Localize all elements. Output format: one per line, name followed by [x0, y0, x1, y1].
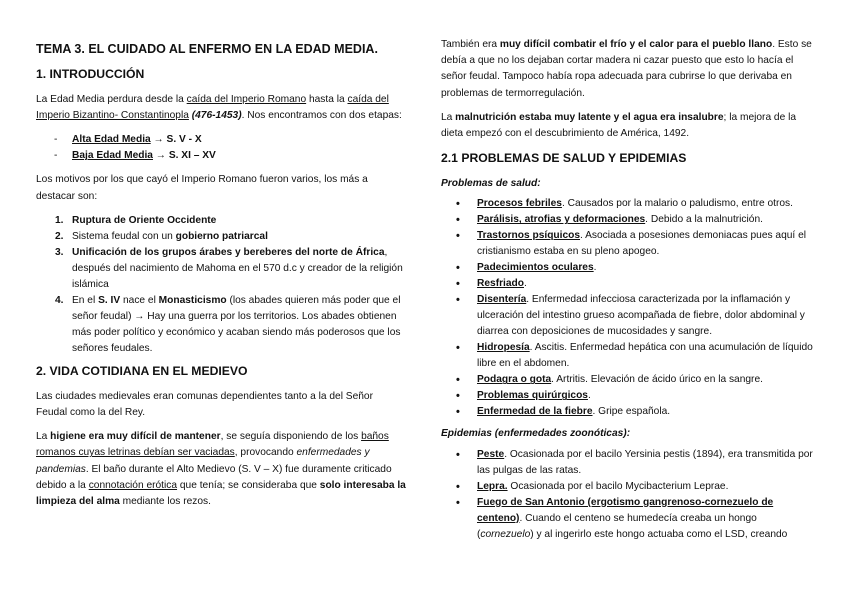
- italic-text: cornezuelo: [480, 528, 531, 540]
- bold-text: Ruptura de Oriente Occidente: [72, 214, 217, 226]
- bold-text: higiene era muy difícil de mantener: [50, 431, 221, 443]
- list-item: [441, 196, 813, 212]
- term: Padecimientos oculares: [477, 262, 594, 274]
- date-range: (476-1453): [191, 110, 242, 122]
- term: Lepra.: [477, 480, 508, 492]
- bullet-icon: •: [456, 406, 460, 419]
- list-item: [441, 372, 813, 388]
- list-item: [36, 293, 406, 357]
- text: , provocando: [234, 447, 297, 459]
- text: También era: [441, 39, 500, 50]
- epidemics-list: [441, 447, 813, 543]
- list-item: [36, 148, 406, 164]
- term: Resfriado: [477, 278, 524, 290]
- bold-text: muy difícil combatir el frío y el calor para el pueblo llano: [499, 39, 773, 50]
- list-item: [441, 260, 813, 276]
- description: . Cuando el centeno se humedecía creaba un hongo (: [477, 512, 757, 540]
- bullet-icon: •: [456, 448, 460, 461]
- list-item: [441, 447, 813, 479]
- list-item: [441, 404, 813, 420]
- description: . Gripe española.: [592, 406, 671, 418]
- text: que tenía; se consideraba que: [177, 479, 320, 491]
- underlined-text: baños romanos cuyas letrinas debían ser vaciadas: [36, 431, 389, 459]
- list-item: [441, 340, 813, 372]
- list-item: [36, 213, 406, 229]
- text: mediante los rezos.: [119, 496, 211, 508]
- term: Problemas quirúrgicos: [477, 390, 588, 402]
- text: , después del nacimiento de Mahoma en el 570 d.c y creador de la religión islámica: [72, 246, 403, 290]
- text: La: [36, 431, 51, 443]
- text: Sistema feudal con un: [72, 230, 176, 242]
- text: En el: [72, 294, 99, 306]
- term: Peste: [477, 448, 505, 460]
- bullet-icon: •: [456, 198, 460, 211]
- term: Procesos febriles: [477, 198, 562, 210]
- description: . Artritis. Elevación de ácido úrico en la sangre.: [551, 374, 763, 386]
- bold-text: malnutrición estaba muy latente y el agua era insalubre: [455, 111, 724, 123]
- right-column: [441, 37, 813, 549]
- underlined-text: caída del Imperio Romano: [186, 94, 307, 105]
- description: ) y al ingerirlo este hongo actuaba como el LSD, creando: [530, 528, 788, 540]
- list-item: [36, 229, 406, 245]
- stage-name: Alta Edad Media: [72, 134, 151, 146]
- list-item: [441, 388, 813, 404]
- stage-range: → S. V - X: [150, 134, 202, 146]
- underlined-text: caída del Imperio Bizantino- Constantinopla: [36, 94, 389, 122]
- list-item: [441, 212, 813, 228]
- description: . Debido a la malnutrición.: [645, 214, 763, 226]
- underlined-text: connotación erótica: [88, 479, 178, 491]
- health-problems-list: [441, 196, 813, 420]
- item-number: 2.: [55, 230, 64, 242]
- section-heading-introduccion: 1. INTRODUCCIÓN: [36, 67, 145, 81]
- epidemics-label: Epidemias (enfermedades zoonóticas):: [441, 428, 631, 440]
- text: . Esto se debía a que no los dejaban cortar madera ni cazar puesto que esto lo hacía el señor feudal. Tampoco había ropa adecuada para cubrirse lo que derivaba en problemas de termorregulación.: [441, 39, 812, 99]
- bullet-icon: •: [456, 496, 460, 509]
- bullet-icon: •: [456, 214, 460, 227]
- bold-text: solo interesaba la limpieza del alma: [36, 479, 406, 508]
- bullet-icon: •: [456, 390, 460, 403]
- description: .: [593, 262, 597, 274]
- description: . Ocasionada por el bacilo Yersinia pestis (1894), era transmitida por las pulgas de las ratas.: [477, 448, 813, 476]
- stages-list: [36, 132, 406, 164]
- list-item: [441, 479, 813, 495]
- bullet-icon: •: [456, 230, 460, 243]
- cities-paragraph: Las ciudades medievales eran comunas dependientes tanto a la del Señor Feudal como la del Rey.: [36, 390, 373, 419]
- section-heading-vida-cotidiana: 2. VIDA COTIDIANA EN EL MEDIEVO: [36, 363, 248, 378]
- text: La Edad Media perdura desde la: [36, 94, 187, 105]
- stage-range: → S. XI – XV: [152, 150, 216, 162]
- dash-marker: -: [54, 134, 58, 146]
- bold-text: Unificación de los grupos árabes y bereberes del norte de África: [72, 246, 385, 258]
- motives-intro: Los motivos por los que cayó el Imperio Romano fueron varios, los más a destacar son:: [36, 174, 368, 202]
- list-item: [441, 276, 813, 292]
- list-item: [36, 132, 406, 148]
- text: nace el: [120, 294, 159, 306]
- left-column: [36, 40, 406, 518]
- stage-name: Baja Edad Media: [72, 150, 153, 162]
- cold-paragraph: [441, 37, 813, 102]
- term: Disentería: [477, 294, 527, 306]
- description: .: [587, 390, 591, 402]
- term: Parálisis, atrofias y deformaciones: [477, 214, 646, 226]
- bullet-icon: •: [456, 278, 460, 291]
- motives-list: [36, 213, 406, 357]
- list-item: [441, 228, 813, 260]
- dash-marker: -: [54, 150, 58, 162]
- description: .: [524, 278, 527, 290]
- description: Ocasionada por el bacilo Mycibacterium Leprae.: [507, 480, 729, 492]
- description: . Causados por la malario o paludismo, entre otros.: [561, 198, 793, 210]
- bullet-icon: •: [456, 480, 460, 493]
- text: . Nos encontramos con dos etapas:: [241, 110, 402, 122]
- term: Fuego de San Antonio (ergotismo gangrenoso-cornezuelo de centeno): [477, 496, 774, 524]
- description: . Ascitis. Enfermedad hepática con una acumulación de líquido libre en el abdomen.: [477, 342, 813, 370]
- text: , se seguía disponiendo de los: [220, 431, 362, 443]
- text: La: [441, 111, 456, 123]
- text: ; la mejora de la dieta empezó con el descubrimiento de América, 1492.: [441, 111, 797, 140]
- text: hasta la: [306, 94, 348, 105]
- term: Trastornos psíquicos: [477, 230, 581, 242]
- hygiene-paragraph: [36, 429, 406, 510]
- text: . El baño durante el Alto Medievo (S. V – X) fue duramente criticado debido a la: [36, 463, 392, 491]
- term: Podagra o gota: [477, 374, 552, 386]
- health-label: Problemas de salud:: [441, 178, 541, 190]
- italic-text: enfermedades y pandemias: [36, 447, 370, 475]
- bold-text: S. IV: [98, 294, 121, 306]
- bold-text: gobierno patriarcal: [175, 230, 268, 242]
- description: . Asociada a posesiones demoniacas pues aquí el cristianismo estaba en su pleno apogeo.: [477, 230, 807, 258]
- bold-text: Monasticismo: [158, 294, 227, 306]
- malnutrition-paragraph: [441, 110, 813, 142]
- bullet-icon: •: [456, 262, 460, 275]
- page-title: TEMA 3. EL CUIDADO AL ENFERMO EN LA EDAD MEDIA.: [36, 42, 378, 56]
- term: Hidropesía: [477, 342, 530, 354]
- intro-paragraph: [36, 92, 406, 124]
- description: . Enfermedad infecciosa caracterizada por la inflamación y ulceración del intestino grueso acompañada de fiebre, dolor abdominal y diarrea con deposiciones de mucosidades y sangre.: [477, 294, 805, 338]
- bullet-icon: •: [456, 374, 460, 387]
- item-number: 3.: [55, 246, 64, 258]
- bullet-icon: •: [456, 294, 460, 307]
- bullet-icon: •: [456, 342, 460, 355]
- list-item: [441, 495, 813, 543]
- term: Enfermedad de la fiebre: [477, 406, 593, 418]
- list-item: [36, 245, 406, 293]
- item-number: 4.: [55, 294, 64, 306]
- text: (los abades quieren más poder que el señor feudal) → Hay una guerra por los territorios. Los abades obtienen más poder político y económico y acaban siendo más poderosos que los señores feudales.: [72, 294, 401, 354]
- item-number: 1.: [55, 214, 64, 226]
- section-heading-problemas-salud: 2.1 PROBLEMAS DE SALUD Y EPIDEMIAS: [441, 151, 687, 166]
- list-item: [441, 292, 813, 340]
